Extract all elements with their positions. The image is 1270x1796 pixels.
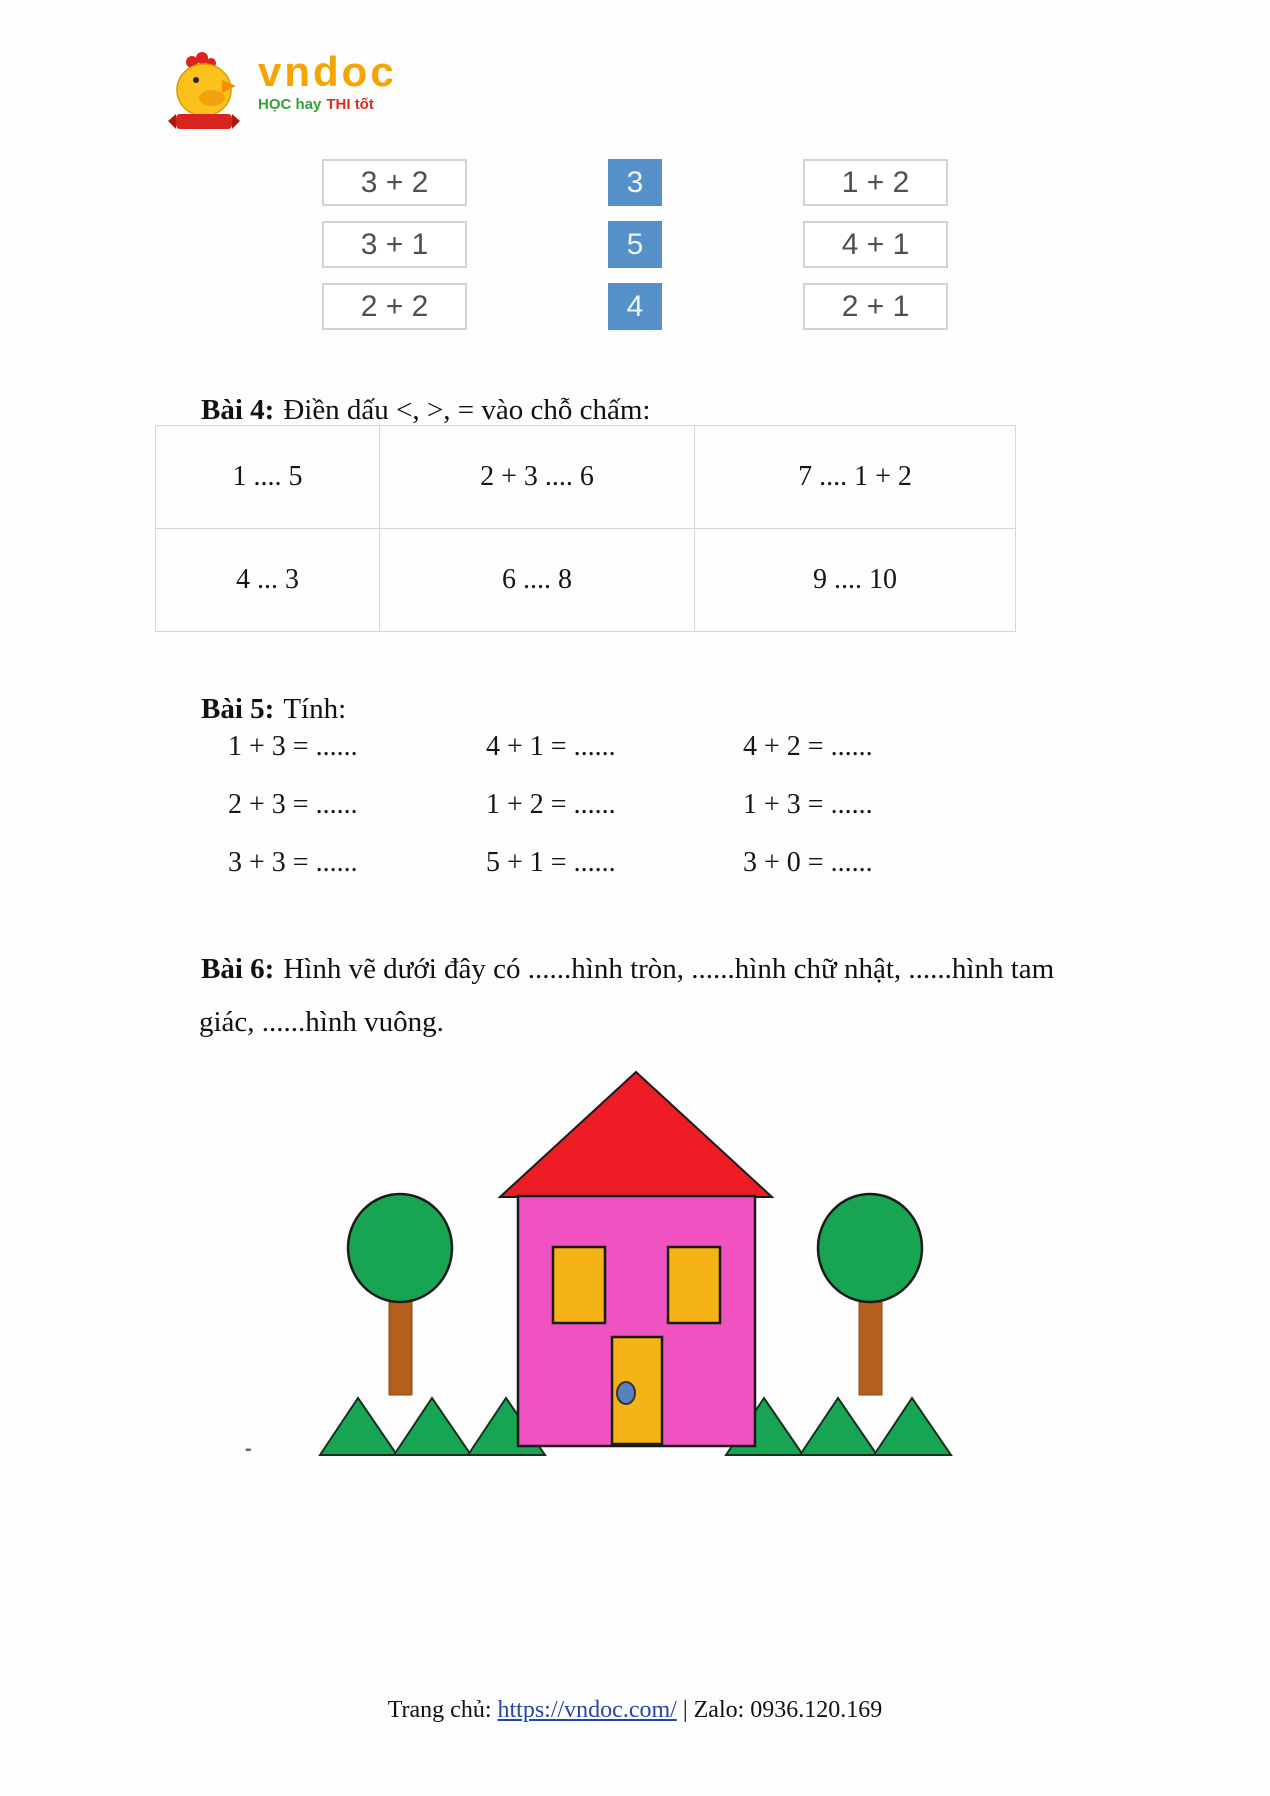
equation: 1 + 3 = ...... bbox=[743, 789, 873, 820]
expression-box: 2 + 2 bbox=[322, 283, 467, 330]
equation: 2 + 3 = ...... bbox=[228, 789, 358, 820]
bai4-prompt: Điền dấu <, >, = vào chỗ chấm: bbox=[283, 394, 651, 426]
tagline-green: HỌC hay bbox=[258, 96, 322, 114]
table-cell: 2 + 3 .... 6 bbox=[380, 426, 695, 529]
mascot-banner bbox=[176, 114, 232, 129]
footer-separator: | bbox=[676, 1697, 694, 1723]
table-cell: 1 .... 5 bbox=[156, 426, 380, 529]
bai5-equations bbox=[228, 731, 1148, 905]
bai5-label: Bài 5: bbox=[201, 693, 275, 725]
grass-triangle bbox=[874, 1398, 951, 1455]
bai4-label: Bài 4: bbox=[201, 394, 275, 426]
equation: 5 + 1 = ...... bbox=[486, 847, 616, 878]
logo-tagline bbox=[258, 96, 397, 113]
result-tile: 3 bbox=[608, 159, 662, 206]
homepage-link[interactable]: https://vndoc.com/ bbox=[497, 1697, 677, 1723]
grass-triangle bbox=[394, 1398, 471, 1455]
brand-name: vndoc bbox=[258, 48, 397, 95]
vndoc-logo bbox=[160, 50, 397, 136]
equation: 4 + 1 = ...... bbox=[486, 731, 616, 762]
bai6-line1: Hình vẽ dưới đây có ......hình tròn, ......hình chữ nhật, ......hình tam bbox=[283, 953, 1055, 985]
mascot-eye bbox=[193, 77, 199, 83]
expression-box: 3 + 1 bbox=[322, 221, 467, 268]
house-window bbox=[553, 1247, 605, 1323]
equation: 3 + 0 = ...... bbox=[743, 847, 873, 878]
page-footer bbox=[0, 1697, 1270, 1724]
bai4-table bbox=[155, 425, 1016, 632]
bai6-line2: giác, ......hình vuông. bbox=[199, 1006, 444, 1038]
bai5-prompt: Tính: bbox=[283, 693, 347, 725]
equation-row bbox=[228, 847, 1148, 905]
expression-box: 4 + 1 bbox=[803, 221, 948, 268]
table-cell: 4 ... 3 bbox=[156, 529, 380, 632]
mascot-wing bbox=[199, 90, 225, 106]
grass-triangle bbox=[320, 1398, 397, 1455]
expression-box: 1 + 2 bbox=[803, 159, 948, 206]
table-row bbox=[156, 529, 1016, 632]
equation: 1 + 2 = ...... bbox=[486, 789, 616, 820]
result-tile: 4 bbox=[608, 283, 662, 330]
expression-box: 2 + 1 bbox=[803, 283, 948, 330]
house-scene-figure bbox=[0, 1040, 1270, 1480]
equation-row bbox=[228, 789, 1148, 847]
mascot-banner-end bbox=[168, 114, 176, 129]
equation: 3 + 3 = ...... bbox=[228, 847, 358, 878]
result-tile: 5 bbox=[608, 221, 662, 268]
mascot-banner-end bbox=[232, 114, 240, 129]
footer-prefix: Trang chủ: bbox=[387, 1697, 498, 1723]
house-window bbox=[668, 1247, 720, 1323]
tree-canopy bbox=[348, 1194, 452, 1302]
logo-text bbox=[258, 50, 397, 113]
vndoc-mascot-icon bbox=[160, 50, 252, 136]
tree-canopy bbox=[818, 1194, 922, 1302]
table-cell: 9 .... 10 bbox=[695, 529, 1016, 632]
table-cell: 6 .... 8 bbox=[380, 529, 695, 632]
equation: 4 + 2 = ...... bbox=[743, 731, 873, 762]
equation-row bbox=[228, 731, 1148, 789]
stray-dash-mark: - bbox=[245, 1438, 252, 1460]
expression-box: 3 + 2 bbox=[322, 159, 467, 206]
bai6-label: Bài 6: bbox=[201, 953, 275, 985]
equation: 1 + 3 = ...... bbox=[228, 731, 358, 762]
footer-zalo: Zalo: 0936.120.169 bbox=[693, 1697, 883, 1723]
tagline-red: THI tốt bbox=[326, 96, 374, 114]
door-knob bbox=[617, 1382, 635, 1404]
house-roof bbox=[500, 1072, 772, 1197]
table-cell: 7 .... 1 + 2 bbox=[695, 426, 1016, 529]
grass-triangle bbox=[800, 1398, 877, 1455]
table-row bbox=[156, 426, 1016, 529]
